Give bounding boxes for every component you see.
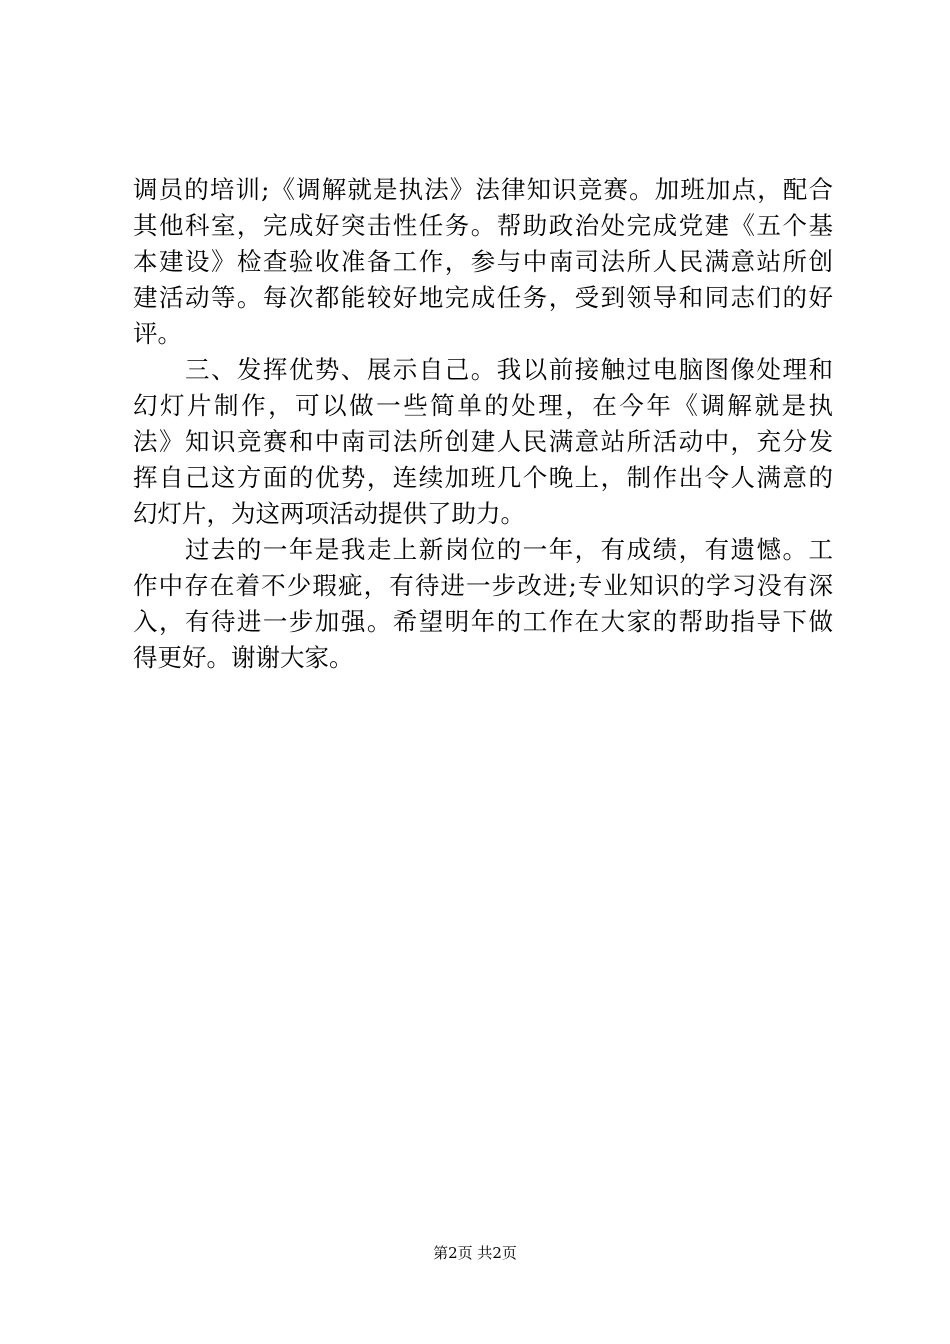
text-line: 得更好。谢谢大家。: [133, 643, 354, 672]
text-line: 三、发挥优势、展示自己。我以前接触过电脑图像处理和: [133, 355, 833, 384]
text-line: 幻灯片制作，可以做一些简单的处理，在今年《调解就是执: [133, 391, 833, 420]
text-line: 作中存在着不少瑕疵，有待进一步改进;专业知识的学习没有深: [133, 571, 833, 600]
text-line: 评。: [133, 319, 182, 348]
page-number-footer: 第2页 共2页: [433, 1244, 517, 1262]
text-line: 本建设》检查验收准备工作，参与中南司法所人民满意站所创: [133, 247, 833, 276]
text-line: 入，有待进一步加强。希望明年的工作在大家的帮助指导下做: [133, 607, 833, 636]
text-line: 过去的一年是我走上新岗位的一年，有成绩，有遗憾。工: [133, 535, 833, 564]
text-line: 法》知识竞赛和中南司法所创建人民满意站所活动中，充分发: [133, 427, 833, 456]
text-line: 挥自己这方面的优势，连续加班几个晚上，制作出令人满意的: [133, 463, 833, 492]
text-line: 建活动等。每次都能较好地完成任务，受到领导和同志们的好: [133, 283, 833, 312]
text-line: 调员的培训;《调解就是执法》法律知识竞赛。加班加点，配合: [133, 175, 833, 204]
text-line: 幻灯片，为这两项活动提供了助力。: [133, 499, 525, 528]
text-line: 其他科室，完成好突击性任务。帮助政治处完成党建《五个基: [133, 211, 833, 240]
